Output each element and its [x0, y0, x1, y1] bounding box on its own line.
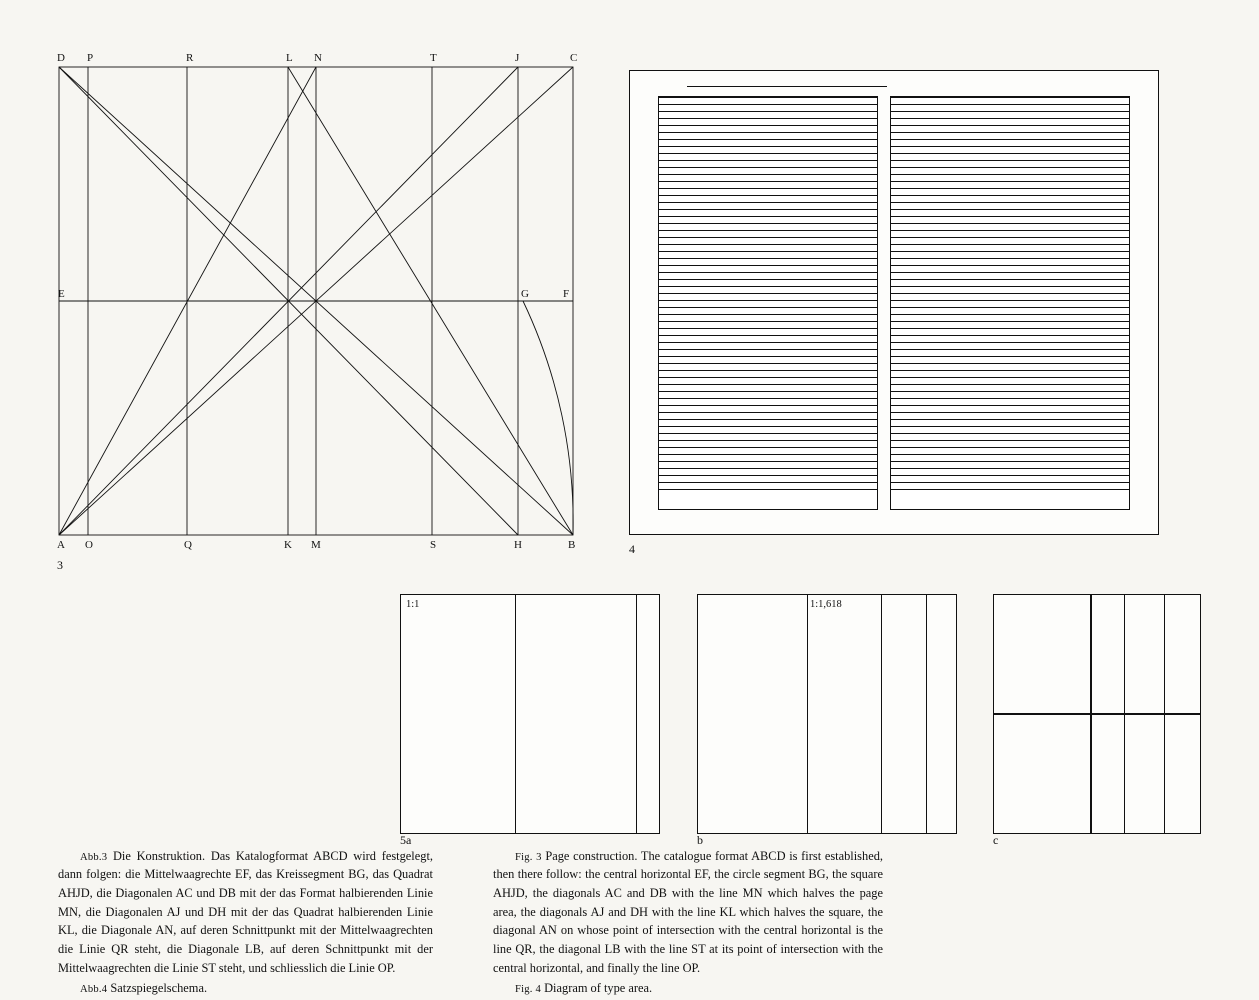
text-rule [891, 468, 1129, 469]
text-rule [891, 265, 1129, 266]
figure-number-3: 3 [57, 558, 63, 572]
text-rule [659, 223, 877, 224]
text-rule [659, 230, 877, 231]
text-rule [891, 342, 1129, 343]
point-label-S: S [430, 539, 437, 551]
text-rule [659, 195, 877, 196]
text-rule [891, 237, 1129, 238]
text-rule [891, 181, 1129, 182]
text-rule [659, 314, 877, 315]
figure-4-type-area-diagram [629, 70, 1159, 556]
text-rule [891, 489, 1129, 490]
text-rules-left [659, 97, 877, 509]
text-rule [659, 188, 877, 189]
5c-rule-h [994, 713, 1200, 715]
text-rule [659, 412, 877, 413]
point-label-F: F [563, 288, 570, 300]
text-rule [891, 167, 1129, 168]
caption-english-fig3 [493, 847, 883, 978]
text-rule [659, 363, 877, 364]
text-rule [659, 286, 877, 287]
figure-5b-panel [697, 594, 957, 834]
text-rule [659, 251, 877, 252]
text-rule [659, 391, 877, 392]
text-rule [659, 97, 877, 98]
text-rule [891, 426, 1129, 427]
text-rule [659, 419, 877, 420]
5a-rule-2 [636, 595, 637, 833]
text-rule [891, 300, 1129, 301]
caption-german-fig3-text: Die Konstruktion. Das Katalogformat ABCD wird festgelegt, dann folgen: die Mittelwaagrechte EF, das Kreissegment BG, das Quadrat AHJD, die Diagonalen AC und DB mit der das Format halbierenden Linie MN, die Diagonalen AJ und DH mit der das Quadrat halbierenden Linie KL, die Diagonale AN, auf deren Schnittpunkt mit der Mittelwaagrechten die Linie QR steht, die Diagonale LB, auf deren Schnittpunkt mit der Mittelwaagrechten die Linie ST steht, und schliesslich die Linie OP. [58, 848, 433, 975]
text-rule [891, 349, 1129, 350]
text-rule [891, 461, 1129, 462]
text-rule [891, 419, 1129, 420]
point-label-Q: Q [184, 539, 192, 551]
text-rule [891, 377, 1129, 378]
point-label-D: D [57, 52, 65, 64]
text-rule [891, 230, 1129, 231]
text-rule [891, 146, 1129, 147]
text-rule [891, 356, 1129, 357]
caption-german-fig3-label: Abb.3 [80, 851, 108, 863]
text-rule [891, 335, 1129, 336]
text-rule [659, 468, 877, 469]
text-rule [891, 391, 1129, 392]
point-label-B: B [568, 539, 576, 551]
caption-english [493, 847, 883, 998]
construction-svg [58, 66, 576, 536]
point-label-G: G [521, 288, 529, 300]
text-rule [659, 321, 877, 322]
text-rule [891, 293, 1129, 294]
text-rule [659, 104, 877, 105]
text-rule [891, 433, 1129, 434]
text-rule [891, 188, 1129, 189]
point-label-N: N [314, 52, 322, 64]
text-rule [659, 405, 877, 406]
figure-5c-panel [993, 594, 1201, 834]
text-rule [659, 216, 877, 217]
text-rule [659, 342, 877, 343]
text-rule [891, 440, 1129, 441]
caption-english-fig4 [493, 979, 883, 998]
type-column-left [658, 96, 878, 510]
text-rule [891, 370, 1129, 371]
figure-label-5c: c [993, 833, 999, 847]
text-rule [659, 139, 877, 140]
caption-german-fig4 [58, 979, 433, 998]
text-rule [659, 202, 877, 203]
caption-german-fig4-text: Satzspiegelschema. [110, 981, 208, 996]
text-rule [659, 174, 877, 175]
text-rule [659, 209, 877, 210]
text-rule [891, 132, 1129, 133]
text-rule [891, 279, 1129, 280]
point-label-H: H [514, 539, 522, 551]
text-rule [891, 97, 1129, 98]
text-rule [891, 272, 1129, 273]
point-label-O: O [85, 539, 93, 551]
text-rule [659, 377, 877, 378]
text-rule [891, 412, 1129, 413]
text-rule [659, 118, 877, 119]
figure-number-4: 4 [629, 542, 635, 556]
text-rule [891, 328, 1129, 329]
text-rule [659, 307, 877, 308]
text-rule [891, 118, 1129, 119]
text-rule [659, 328, 877, 329]
text-rule [659, 293, 877, 294]
text-rule [891, 111, 1129, 112]
text-rule [659, 258, 877, 259]
text-rule [891, 258, 1129, 259]
text-rule [891, 153, 1129, 154]
text-rule [659, 244, 877, 245]
point-label-M: M [311, 539, 321, 551]
point-label-T: T [430, 52, 437, 64]
text-rule [891, 139, 1129, 140]
point-label-C: C [570, 52, 578, 64]
5b-rule-2 [881, 595, 882, 833]
text-rule [659, 237, 877, 238]
text-rule [891, 454, 1129, 455]
text-rule [659, 111, 877, 112]
text-rule [891, 307, 1129, 308]
text-rule [659, 335, 877, 336]
point-label-A: A [57, 539, 65, 551]
text-rule [891, 363, 1129, 364]
text-rule [659, 132, 877, 133]
caption-german-fig4-label: Abb.4 [80, 984, 108, 996]
text-rule [659, 447, 877, 448]
text-rule [891, 398, 1129, 399]
text-rule [659, 398, 877, 399]
ratio-label-5b: 1:1,618 [810, 599, 842, 610]
text-rule [659, 454, 877, 455]
text-rule [659, 272, 877, 273]
text-rule [659, 482, 877, 483]
text-rule [659, 384, 877, 385]
text-rule [891, 209, 1129, 210]
5b-rule-1 [807, 595, 808, 833]
text-rule [659, 160, 877, 161]
text-rule [659, 489, 877, 490]
point-label-L: L [286, 52, 293, 64]
caption-english-fig4-text: Diagram of type area. [544, 981, 653, 996]
text-rule [891, 104, 1129, 105]
caption-english-fig3-label: Fig. 3 [515, 851, 542, 863]
running-head-rule [687, 86, 887, 87]
text-rule [891, 244, 1129, 245]
text-rule [659, 181, 877, 182]
text-rule [891, 475, 1129, 476]
point-label-K: K [284, 539, 292, 551]
point-label-J: J [515, 52, 520, 64]
figure-3-construction-diagram [57, 52, 578, 572]
text-rule [891, 482, 1129, 483]
point-label-R: R [186, 52, 194, 64]
text-rule [659, 426, 877, 427]
figure-label-5b: b [697, 833, 703, 847]
point-label-E: E [58, 288, 65, 300]
text-rule [659, 300, 877, 301]
5b-rule-3 [926, 595, 927, 833]
text-rule [659, 279, 877, 280]
point-label-P: P [87, 52, 94, 64]
text-rule [891, 174, 1129, 175]
text-rule [891, 125, 1129, 126]
text-rule [891, 202, 1129, 203]
text-rule [891, 223, 1129, 224]
text-rule [891, 447, 1129, 448]
text-rules-right [891, 97, 1129, 509]
text-rule [659, 356, 877, 357]
text-rule [891, 314, 1129, 315]
text-rule [659, 153, 877, 154]
text-rule [659, 167, 877, 168]
text-rule [891, 286, 1129, 287]
figure-5a-panel [400, 594, 660, 834]
text-rule [891, 321, 1129, 322]
text-rule [659, 370, 877, 371]
text-rule [891, 160, 1129, 161]
text-rule [891, 216, 1129, 217]
caption-german-fig3 [58, 847, 433, 978]
text-rule [659, 265, 877, 266]
caption-english-fig4-label: Fig. 4 [515, 984, 541, 996]
text-rule [891, 251, 1129, 252]
figure-label-5a: 5a [400, 833, 412, 847]
text-rule [659, 349, 877, 350]
text-rule [891, 384, 1129, 385]
text-rule [659, 461, 877, 462]
text-rule [659, 475, 877, 476]
type-column-right [890, 96, 1130, 510]
5a-rule-1 [515, 595, 516, 833]
text-rule [659, 433, 877, 434]
text-rule [659, 146, 877, 147]
caption-german [58, 847, 433, 998]
caption-english-fig3-text: Page construction. The catalogue format ABCD is first established, then there follow: the central horizontal EF, the circle segment BG, the square AHJD, the diagonals AC and DB with the line MN which halves the page area, the diagonals AJ and DH with the line KL which halves the square, the diagonal AN on whose point of intersection with the central horizontal is the line QR, the diagonal LB with the line ST at its point of intersection with the central horizontal, and finally the line OP. [493, 848, 883, 975]
ratio-label-5a: 1:1 [406, 599, 420, 610]
text-rule [891, 195, 1129, 196]
text-rule [659, 440, 877, 441]
text-rule [659, 125, 877, 126]
text-rule [891, 405, 1129, 406]
